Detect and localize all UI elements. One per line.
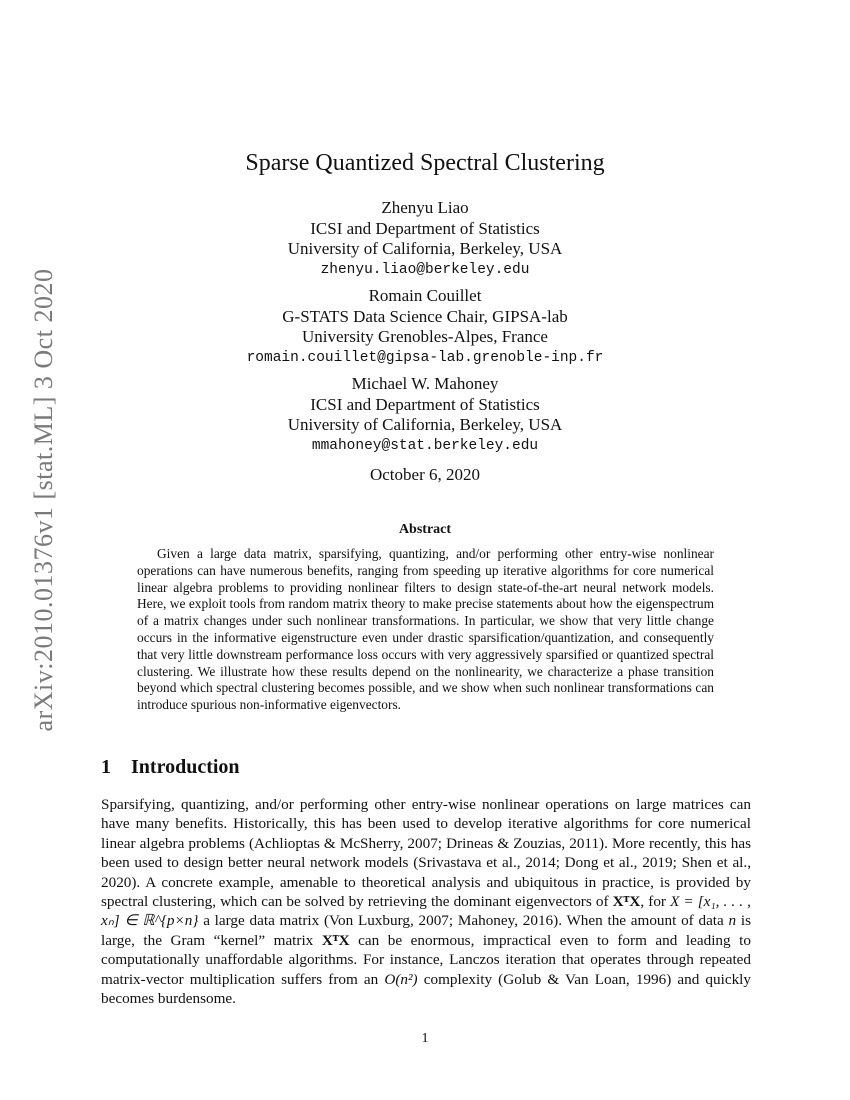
- paper-date: October 6, 2020: [369, 465, 480, 484]
- abstract-text: Given a large data matrix, sparsifying, quantizing, and/or performing other entry-wise nonlinear operations can have numerous benefits, ranging from speeding up iterative algorithms for core numerical linear algebra problems to providing nonlinear filters to design state-of-the-art neural network models. Here, we exploit tools from random matrix theory to make precise statements about how the eigenspectrum of a matrix changes under such nonlinear transformations. In particular, we show that very little change occurs in the informative eigenstructure even under drastic sparsification/quantization, and consequently that very little downstream performance loss occurs with very aggressively sparsified or quantized spectral clustering. We illustrate how these results depend on the nonlinearity, we characterize a phase transition beyond which spectral clustering becomes possible, and we show when such nonlinear transformations can introduce spurious non-informative eigenvectors.: [137, 546, 714, 713]
- math-xtx: XᵀX: [321, 931, 350, 949]
- author-email: mmahoney@stat.berkeley.edu: [311, 437, 539, 454]
- section-number: 1: [101, 756, 111, 778]
- author-affiliation: University of California, Berkeley, USA: [287, 415, 563, 434]
- page-number: 1: [421, 1031, 429, 1046]
- author-name: Michael W. Mahoney: [351, 374, 499, 393]
- author-name: Romain Couillet: [368, 286, 482, 305]
- section-title: Introduction: [131, 756, 240, 778]
- arxiv-stamp-text: arXiv:2010.01376v1 [stat.ML] 3 Oct 2020: [29, 268, 58, 732]
- text-run: complexity (Golub & Van Loan, 1996) and quickly becomes burdensome.: [101, 970, 751, 1008]
- author-3: [0, 374, 850, 456]
- text-run: Sparsifying, quantizing, and/or performing other entry-wise nonlinear operations on large matrices can have many benefits. Historically, this has been used to develop iterative algorithms for core numerical linear algebra problems (Achlioptas & McSherry, 2007; Drineas & Zouzias, 2011). More recently, this has been used to design better neural network models (Srivastava et al., 2014; Dong et al., 2019; Shen et al., 2020). A concrete example, amenable to theoretical analysis and ubiquitous in practice, is provided by spectral clustering, which can be solved by retrieving the dominant eigenvectors of: [101, 796, 751, 911]
- author-affiliation: ICSI and Department of Statistics: [310, 218, 540, 238]
- author-email: zhenyu.liao@berkeley.edu: [320, 261, 530, 278]
- paragraph: [101, 795, 751, 1008]
- author-1: [0, 198, 850, 280]
- abstract: [137, 546, 714, 714]
- text-run: can be enormous, impractical even to form and leading to computationally unaffordable algorithms. For instance, Lanczos iteration that operates through repeated matrix-vector multiplication suffers from an: [101, 931, 751, 988]
- text-run: is large, the Gram “kernel” matrix: [101, 912, 751, 949]
- math-x-def: X = [x₁, . . . , xₙ] ∈ ℝ^{p×n}: [101, 893, 751, 930]
- math-n: n: [728, 912, 737, 930]
- section-heading: [101, 756, 240, 779]
- author-affiliation: University Grenobles-Alpes, France: [302, 327, 548, 346]
- text-run: a large data matrix (Von Luxburg, 2007; Mahoney, 2016). When the amount of data: [198, 912, 729, 930]
- author-2: [0, 286, 850, 368]
- author-affiliation: University of California, Berkeley, USA: [287, 239, 563, 258]
- author-name: Zhenyu Liao: [381, 198, 469, 217]
- intro-paragraph: [101, 795, 751, 1008]
- text-run: , for: [640, 893, 671, 911]
- abstract-heading: Abstract: [398, 522, 452, 537]
- math-big-o: O(n²): [384, 970, 418, 988]
- author-affiliation: G-STATS Data Science Chair, GIPSA-lab: [282, 306, 568, 326]
- author-email: romain.couillet@gipsa-lab.grenoble-inp.fr: [246, 349, 604, 366]
- author-block: [0, 198, 850, 462]
- math-xtx: XᵀX: [612, 893, 641, 911]
- paper-title: Sparse Quantized Spectral Clustering: [245, 150, 605, 176]
- author-affiliation: ICSI and Department of Statistics: [310, 394, 540, 414]
